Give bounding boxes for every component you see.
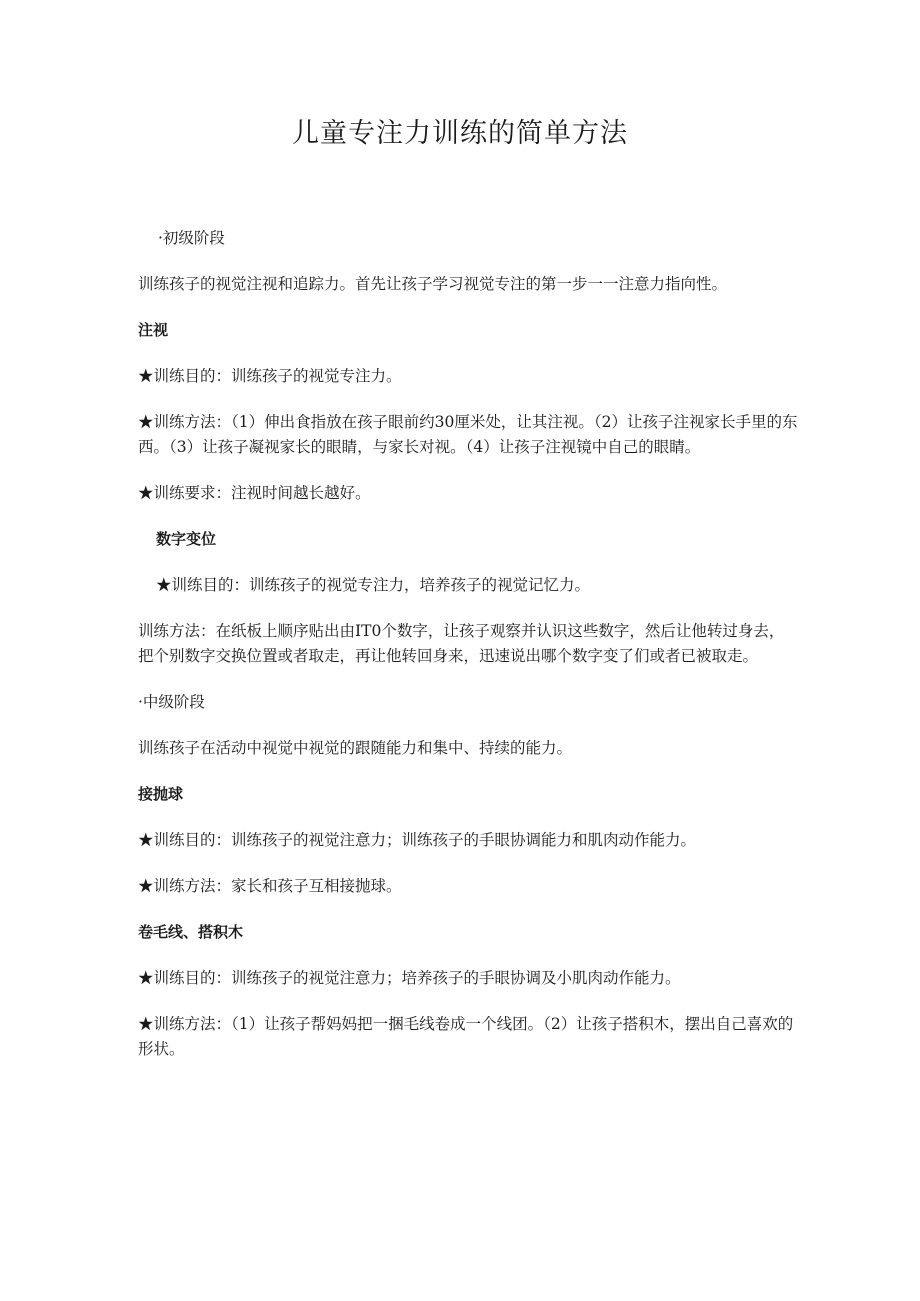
paragraph-number-swap-method: 训练方法：在纸板上顺序贴出由IT0个数字，让孩子观察并认识这些数字，然后让他转过身去，把个别数字交换位置或者取走，再让他转回身来，迅速说出哪个数字变了们或者已被取走。 — [138, 622, 785, 665]
subheading-number-swap: 数字变位 — [156, 530, 217, 548]
paragraph-yarn-blocks-purpose: ★训练目的：训练孩子的视觉注意力；培养孩子的手眼协调及小肌肉动作能力。 — [138, 969, 681, 987]
section-heading-intermediate: ·中级阶段 — [138, 693, 205, 711]
paragraph-number-swap-purpose: ★训练目的：训练孩子的视觉专注力，培养孩子的视觉记忆力。 — [156, 576, 591, 594]
paragraph-catch-ball-purpose: ★训练目的：训练孩子的视觉注意力；训练孩子的手眼协调能力和肌肉动作能力。 — [138, 831, 697, 849]
paragraph-gaze-method: ★训练方法：（1）伸出食指放在孩子眼前约30厘米处，让其注视。（2）让孩子注视家长手里的东西。（3）让孩子凝视家长的眼睛，与家长对视。（4）让孩子注视镜中自己的眼睛。 — [138, 413, 798, 456]
paragraph-gaze-requirement: ★训练要求：注视时间越长越好。 — [138, 484, 371, 502]
subheading-catch-ball: 接抛球 — [138, 785, 184, 803]
paragraph-gaze-purpose: ★训练目的：训练孩子的视觉专注力。 — [138, 367, 402, 385]
document-title: 儿童专注力训练的简单方法 — [292, 118, 628, 149]
subheading-gaze: 注视 — [138, 321, 169, 339]
document-body — [138, 226, 798, 1062]
paragraph-intermediate-intro: 训练孩子在活动中视觉中视觉的跟随能力和集中、持续的能力。 — [138, 739, 573, 757]
paragraph-catch-ball-method: ★训练方法：家长和孩子互相接抛球。 — [138, 877, 402, 895]
subheading-yarn-blocks: 卷毛线、搭积木 — [138, 923, 244, 941]
paragraph-beginner-intro: 训练孩子的视觉注视和追踪力。首先让孩子学习视觉专注的第一步一一注意力指向性。 — [138, 275, 728, 293]
paragraph-yarn-blocks-method: ★训练方法：（1）让孩子帮妈妈把一捆毛线卷成一个线团。（2）让孩子搭积木，摆出自己喜欢的形状。 — [138, 1015, 794, 1058]
section-heading-beginner: ·初级阶段 — [158, 229, 225, 247]
